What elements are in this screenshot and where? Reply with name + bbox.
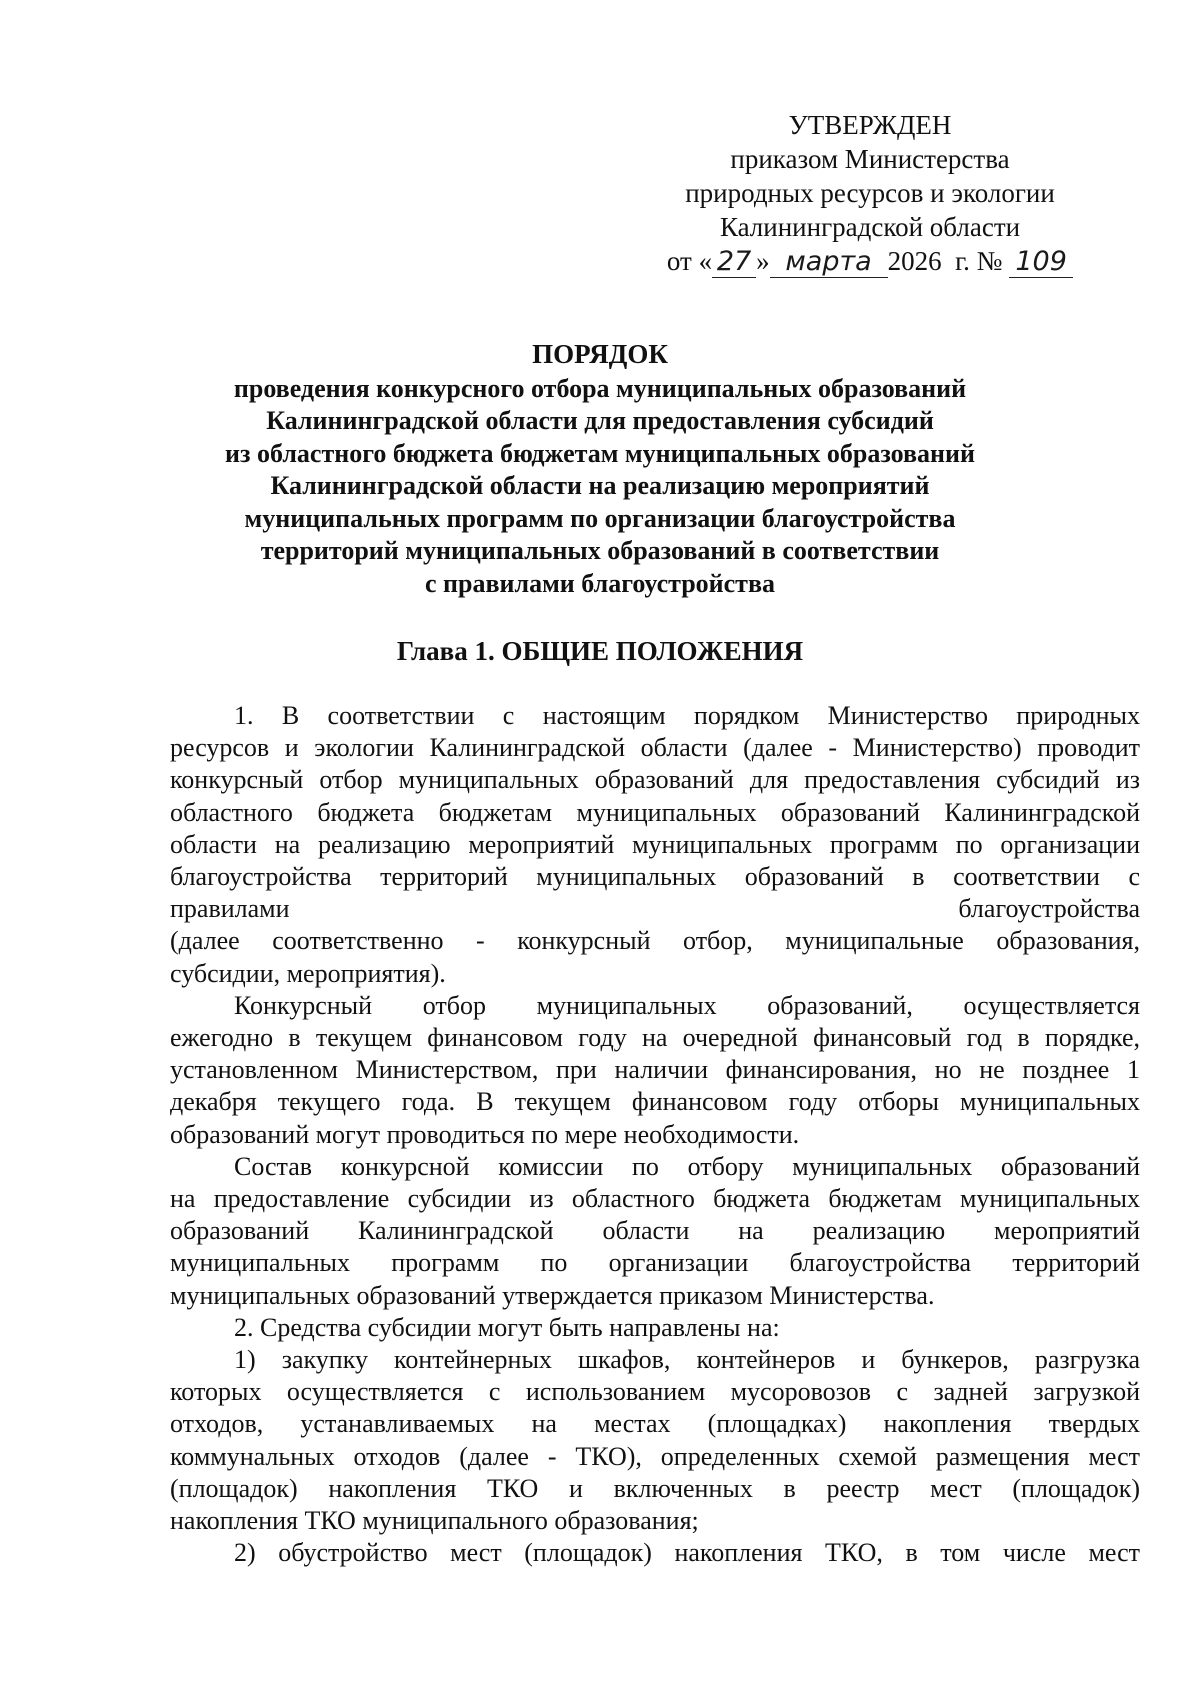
number-prefix: г. № — [955, 246, 1003, 276]
approval-date-line — [640, 244, 1100, 278]
paragraph-5 — [170, 1344, 1140, 1537]
document-title — [150, 338, 1050, 600]
text-line: конкурсный отбор муниципальных образований для предоставления субсидий из — [170, 765, 1140, 795]
text-line: Состав конкурсной комиссии по отбору муниципальных образований — [234, 1151, 1140, 1181]
paragraph-1 — [170, 700, 1140, 990]
paragraph-6 — [170, 1537, 1140, 1569]
text-line: (далее соответственно - конкурсный отбор, муниципальные образования, — [170, 926, 1140, 956]
text-line: 1) закупку контейнерных шкафов, контейнеров и бункеров, разгрузка — [234, 1345, 1140, 1375]
text-line: правилами благоустройства — [170, 894, 1140, 924]
paragraph-2 — [170, 990, 1140, 1151]
text-line: накопления ТКО муниципального образования; — [170, 1506, 699, 1536]
title-line: Калининградской области для предоставления субсидий — [266, 406, 934, 435]
text-line: отходов, устанавливаемых на местах (площадках) накопления твердых — [170, 1409, 1140, 1439]
document-type: ПОРЯДОК — [532, 339, 668, 369]
chapter-heading: Глава 1. ОБЩИЕ ПОЛОЖЕНИЯ — [396, 636, 804, 666]
text-line: благоустройства территорий муниципальных образований в соответствии с — [170, 862, 1140, 892]
title-line: проведения конкурсного отбора муниципальных образований — [233, 373, 967, 403]
paragraph-3 — [170, 1151, 1140, 1312]
text-line: Конкурсный отбор муниципальных образований, осуществляется — [234, 990, 1140, 1020]
text-line: ежегодно в текущем финансовом году на очередной финансовый год в порядке, — [170, 1023, 1140, 1053]
text-line: образований Калининградской области на реализацию мероприятий — [170, 1216, 1140, 1246]
text-line: которых осуществляется с использованием мусоровозов с задней загрузкой — [170, 1377, 1140, 1407]
text-line: 2) обустройство мест (площадок) накопления ТКО, в том числе мест — [234, 1538, 1140, 1568]
text-line: на предоставление субсидии из областного бюджета бюджетам муниципальных — [170, 1184, 1140, 1214]
text-line: декабря текущего года. В текущем финансовом году отборы муниципальных — [170, 1087, 1140, 1117]
handwritten-number: 109 — [1009, 247, 1073, 278]
text-line: муниципальных образований утверждается приказом Министерства. — [170, 1280, 935, 1310]
date-prefix: от « — [666, 246, 713, 276]
text-line: области на реализацию мероприятий муниципальных программ по организации — [170, 829, 1140, 859]
approval-heading: УТВЕРЖДЕН — [788, 110, 952, 140]
approval-stamp — [640, 108, 1100, 278]
approval-line: природных ресурсов и экологии — [685, 178, 1055, 208]
approval-line: Калининградской области — [719, 212, 1021, 242]
paragraph-4 — [170, 1312, 1140, 1344]
title-line: из областного бюджета бюджетам муниципальных образований — [225, 438, 975, 468]
text-line: субсидии, мероприятия). — [170, 958, 446, 988]
title-line: территорий муниципальных образований в соответствии — [260, 536, 940, 565]
text-line: муниципальных программ по организации благоустройства территорий — [170, 1248, 1140, 1278]
text-line: (площадок) накопления ТКО и включенных в реестр мест (площадок) — [170, 1473, 1140, 1503]
text-line: 1. В соответствии с настоящим порядком Министерство природных — [234, 701, 1140, 730]
title-line: Калининградской области на реализацию мероприятий — [270, 471, 930, 500]
approval-line: приказом Министерства — [730, 144, 1010, 174]
text-line: установленном Министерством, при наличии финансирования, но не позднее 1 — [170, 1055, 1140, 1085]
text-line: коммунальных отходов (далее - ТКО), определенных схемой размещения мест — [170, 1441, 1140, 1471]
date-quote-close: » — [756, 246, 770, 276]
document-body — [170, 700, 1140, 1569]
handwritten-month: марта — [770, 247, 888, 278]
date-year: 2026 — [887, 246, 942, 276]
handwritten-day: 27 — [712, 247, 756, 278]
text-line: ресурсов и экологии Калининградской области (далее - Министерство) проводит — [170, 733, 1140, 763]
text-line: областного бюджета бюджетам муниципальных образований Калининградской — [170, 797, 1140, 827]
text-line: образований могут проводиться по мере необходимости. — [170, 1119, 800, 1149]
text-line: 2. Средства субсидии могут быть направлены на: — [234, 1312, 780, 1342]
title-line: с правилами благоустройства — [424, 568, 775, 598]
title-line: муниципальных программ по организации благоустройства — [244, 503, 956, 533]
